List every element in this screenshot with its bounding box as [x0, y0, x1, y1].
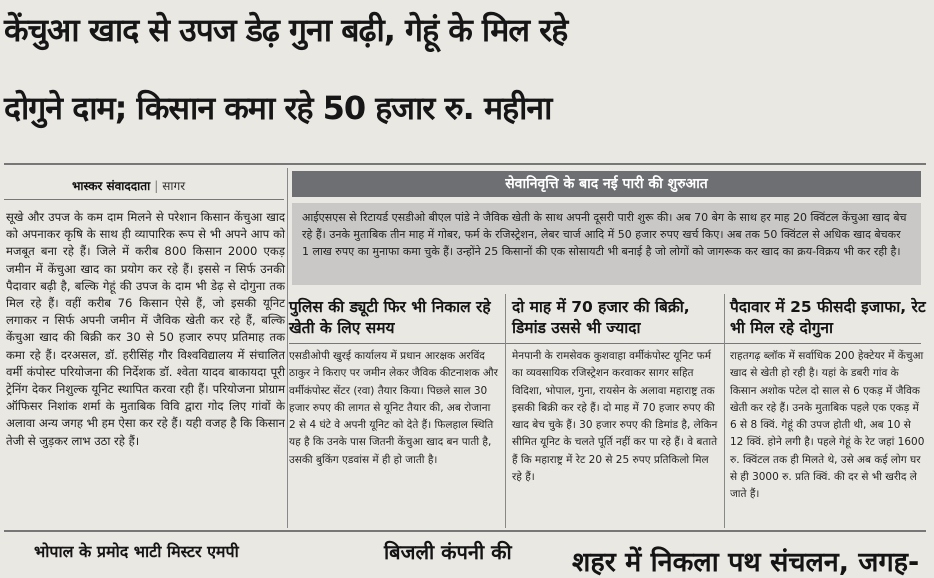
box-banner: सेवानिवृत्ति के बाद नई पारी की शुरुआत	[292, 171, 921, 197]
subheading-rule	[289, 343, 921, 344]
lead-story-body: सूखे और उपज के कम दाम मिलने से परेशान किसान केंचुआ खाद को अपनाकर कृषि के साथ ही व्यापारिक रूप से भी अपने आप को मजबूत बना रहे हैं। जिले में करीब 800 किसान 2000 एकड़ जमीन में केंचुआ खाद का प्रयोग कर रहे हैं। इससे न सिर्फ उनकी पैदावार बढ़ी है, बल्कि गेहूं की उपज के दाम भी डेढ़ से दोगुना तक मिल रहे हैं। वहीं करीब 76 किसान ऐसे हैं, जो इसकी यूनिट लगाकर न सिर्फ अपनी जमीन में जैविक खेती कर रहे हैं, बल्कि केंचुआ खाद की बिक्री कर 30 से 50 हजार रुपए प्रतिमाह तक कमा रहे हैं। दरअसल, डॉ. हरीसिंह गौर विश्वविद्यालय में संचालित वर्मी कंपोस्ट परियोजना की निर्देशक डॉ. श्वेता यादव बाकायदा पूरी ट्रेनिंग देकर निशुल्क यूनिट स्थापित करवा रही हैं। परियोजना प्रोग्राम ऑफिसर निशांक शर्मा के मुताबिक विवि द्वारा गोद लिए गांवों के अलावा अन्य जगह भी हम ऐसा कर रहे हैं। यही वजह है कि किसान तेजी से जुड़कर लाभ उठा रहे हैं।	[6, 210, 285, 448]
story-2-heading: दो माह में 70 हजार की बिक्री, डिमांड उससे भी ज्यादा	[512, 298, 690, 337]
box-intro: आईएसएस से रिटायर्ड एसडीओ बीएल पांडे ने जैविक खेती के साथ अपनी दूसरी पारी शुरू की। अब 70 बेग के साथ हर माह 20 क्विंटल केंचुआ खाद बेच रहे हैं। उनके मुताबिक तीन माह में गोबर, फर्म के रजिस्ट्रेशन, लेबर चार्ज आदि में 50 हजार रुपए खर्च किए। अब तक 50 क्विंटल से अधिक खाद बेचकर 1 लाख रुपए का मुनाफा कमा चुके हैं। उन्होंने 25 किसानों की एक सोसायटी भी बनाई है जो लोगों को जागरूक कर खाद का क्रय-विक्रय भी कर रही है।	[292, 203, 921, 285]
byline	[72, 177, 185, 194]
story-3-heading: पैदावार में 25 फीसदी इजाफा, रेट भी मिल रहे दोगुना	[730, 298, 926, 337]
story-1-body: एसडीओपी खुरई कार्यालय में प्रधान आरक्षक अरविंद ठाकुर ने किराए पर जमीन लेकर जैविक कीटनाशक और वर्मीकंपोस्ट सेंटर (रवा) तैयार किया। पिछले साल 30 हजार रुपए की लागत से यूनिट तैयार की, अब रोजाना 2 से 4 घंटे वे अपनी यूनिट को देते हैं। फिलहाल स्थिति यह है कि उनके पास जितनी केंचुआ खाद बन पाती है, उसकी बुकिंग एडवांस में ही हो जाती है।	[289, 350, 498, 466]
bottom-headline-left: भोपाल के प्रमोद भाटी मिस्टर एमपी	[34, 542, 239, 561]
byline-rule	[4, 199, 284, 200]
bottom-rule	[4, 530, 926, 532]
main-headline-line-1: केंचुआ खाद से उपज डेढ़ गुना बढ़ी, गेहूं के मिल रहे	[4, 11, 568, 49]
main-headline-line-2: दोगुने दाम; किसान कमा रहे 50 हजार रु. महीना	[4, 89, 552, 127]
story-1-heading: पुलिस की ड्यूटी फिर भी निकाल रहे खेती के लिए समय	[289, 298, 491, 337]
byline-separator: |	[154, 179, 159, 193]
bottom-headline-middle: बिजली कंपनी की	[384, 540, 512, 564]
reporter-name: भास्कर संवाददाता	[72, 179, 151, 193]
story-3-body: राहतगढ़ ब्लॉक में सर्वाधिक 200 हेक्टेयर में केंचुआ खाद से खेती हो रही है। यहां के डबरी गांव के किसान अशोक पटेल दो साल से 6 एकड़ में जैविक खेती कर रहे हैं। उनके मुताबिक पहले एक एकड़ में 6 से 8 क्विं. गेहूं की उपज होती थी, अब 10 से 12 क्विं. होने लगी है। पहले गेहूं के रेट जहां 1600 रु. क्विंटल तक ही मिलते थे, उसे अब कई लोग घर से ही 3000 रु. प्रति क्विं. की दर से भी खरीद ले जाते हैं।	[730, 350, 925, 501]
dateline-city: सागर	[162, 179, 186, 193]
headline-rule	[4, 163, 926, 165]
bottom-headline-right: शहर में निकला पथ संचलन, जगह-	[572, 547, 920, 578]
column-divider-1	[505, 294, 506, 528]
story-2-body: मेनपानी के रामसेवक कुशवाहा वर्मीकंपोस्ट यूनिट फर्म का व्यवसायिक रजिस्ट्रेशन करवाकर सागर सहित विदिशा, भोपाल, गुना, रायसेन के अलावा महाराष्ट्र तक इसकी बिक्री कर रहे हैं। दो माह में 70 हजार रुपए की खाद बेच चुके हैं। 30 हजार रुपए की डिमांड है, लेकिन सीमित यूनिट के चलते पूर्ति नहीं कर पा रहे हैं। वे बताते हैं कि महाराष्ट्र में रेट 20 से 25 रुपए प्रतिकिलो मिल रहे हैं।	[512, 350, 718, 484]
column-divider-2	[724, 294, 725, 528]
column-divider-left	[287, 168, 288, 528]
